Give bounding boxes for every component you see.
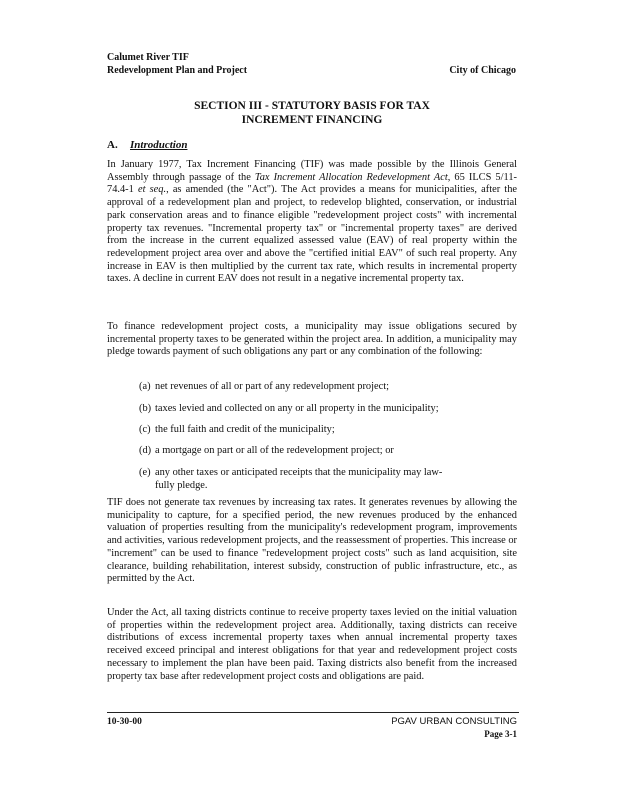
- subsection-title: Introduction: [130, 139, 188, 151]
- paragraph-introduction: [107, 159, 517, 286]
- list-item-text: taxes levied and collected on any or all property in the municipality;: [155, 403, 439, 414]
- list-item-label: (c): [139, 424, 151, 435]
- act-name: Tax Increment Allocation Redevelopment Act: [254, 171, 448, 183]
- paragraph-tif-revenues: TIF does not generate tax revenues by increasing tax rates. It generates revenues by allowing the municipality to capture, for a specified period, the new revenues produced by the enhanced valuation of properties resulting from the municipality's redevelopment program, improvements and activities, various redevelopment projects, and the reassessment of properties. This increase or "increment" can be used to finance "redevelopment project costs" such as land acquisition, site clearance, building rehabilitation, interest subsidy, construction of public infrastructure, etc., as permitted by the Act.: [107, 497, 517, 585]
- section-title: [107, 99, 517, 127]
- subsection-label: A.: [107, 139, 118, 151]
- paragraph-1-part-3: , as amended (the "Act"). The Act provides a means for municipalities, after the approval of a redevelopment plan and project, to redevelop blighted, conservation, or industrial park conservation areas and to finance eligible "redevelopment project costs" with incremental property tax revenues. "Incremental property tax" or "incremental property taxes" are derived from the increase in the current equalized assessed value (EAV) of real property within the redevelopment project area over and above the "certified initial EAV" of such real property. Any increase in EAV is then multiplied by the current tax rate, which results in incremental property taxes. A decline in current EAV does not result in a negative incremental property tax.: [107, 184, 517, 285]
- et-seq: et seq.: [137, 184, 167, 196]
- list-item-label: (d): [139, 445, 152, 456]
- paragraph-1-part-1: In January 1977, Tax Increment Financing (TIF) was made possible by the Illinois General Assembly through passage of the: [107, 159, 517, 183]
- list-item-text: net revenues of all or part of any redevelopment project;: [155, 381, 389, 392]
- header-city: City of Chicago: [449, 65, 516, 76]
- list-item-text: any other taxes or anticipated receipts that the municipality may law-: [155, 467, 443, 478]
- paragraph-1-part-2: , 65 ILCS 5/11-74.4-1: [107, 171, 517, 196]
- list-item: [139, 467, 517, 492]
- list-item-label: (a): [139, 381, 151, 392]
- list-item-label: (e): [139, 467, 151, 478]
- header-plan-name: Redevelopment Plan and Project: [107, 65, 248, 76]
- footer-date: 10-30-00: [107, 717, 142, 727]
- paragraph-financing: To finance redevelopment project costs, a municipality may issue obligations secured by incremental property taxes to be generated within the project area. In addition, a municipality may pledge towards payment of such obligations any part or any combination of the following:: [107, 321, 517, 358]
- section-title-line-2: INCREMENT FINANCING: [241, 114, 383, 126]
- header-project-name: Calumet River TIF: [107, 52, 189, 63]
- list-item-text: a mortgage on part or all of the redevelopment project; or: [155, 445, 394, 456]
- list-item-continuation: fully pledge.: [155, 479, 208, 491]
- running-header: [107, 51, 247, 77]
- footer-divider: [107, 712, 519, 713]
- list-item: [139, 403, 517, 416]
- footer-info: [391, 716, 517, 740]
- footer-firm: PGAV URBAN CONSULTING: [391, 716, 517, 727]
- list-item: [139, 445, 517, 458]
- paragraph-taxing-districts: Under the Act, all taxing districts continue to receive property taxes levied on the initial valuation of properties within the redevelopment project area. Additionally, taxing districts can receive distributions of excess incremental property taxes when annual incremental property taxes received exceed principal and interest obligations for that year and redevelopment project costs necessary to implement the plan have been paid. Taxing districts also benefit from the increased property tax base after redevelopment project costs and obligations are paid.: [107, 607, 517, 682]
- list-item: [139, 381, 517, 394]
- subsection-heading: [107, 138, 187, 152]
- list-item: [139, 424, 517, 437]
- section-title-line-1: SECTION III - STATUTORY BASIS FOR TAX: [194, 100, 430, 112]
- page-number: Page 3-1: [484, 729, 517, 739]
- list-item-label: (b): [139, 403, 152, 414]
- list-item-text: the full faith and credit of the municipality;: [155, 424, 335, 435]
